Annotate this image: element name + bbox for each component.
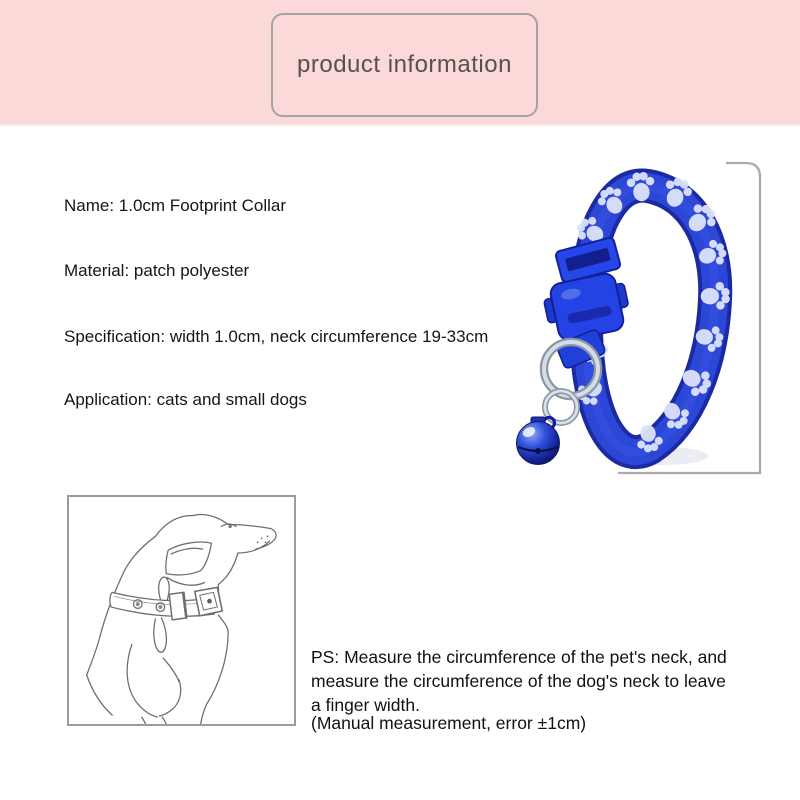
ps-note-line: measure the circumference of the dog's neck to leave <box>311 671 726 691</box>
ps-note-line: a finger width. <box>311 695 420 715</box>
bell <box>517 417 560 465</box>
page-title: product information <box>297 51 512 78</box>
spec-line-name: Name: 1.0cm Footprint Collar <box>64 196 287 215</box>
dog-head-outline <box>155 515 276 550</box>
hand-outline <box>127 644 157 717</box>
collar-product-photo <box>480 145 780 490</box>
dog-jaw-throat <box>218 553 238 597</box>
finger-above-collar <box>159 577 170 600</box>
page-title-box <box>271 13 538 117</box>
dog-diagram-box <box>67 495 296 726</box>
dog-measurement-diagram <box>69 497 294 724</box>
ps-note-line: PS: Measure the circumference of the pet's neck, and <box>311 647 727 667</box>
manual-measurement-note: (Manual measurement, error ±1cm) <box>311 713 587 733</box>
dog-cheek-line <box>167 578 204 586</box>
spec-line-specification: Specification: width 1.0cm, neck circumference 19-33cm <box>64 327 489 346</box>
dog-chest-line <box>201 615 229 724</box>
spec-line-application: Application: cats and small dogs <box>64 390 307 409</box>
header-band-fade <box>0 124 800 127</box>
dog-mouth-line <box>238 541 269 553</box>
spec-line-material: Material: patch polyester <box>64 261 250 280</box>
dog-ear <box>166 542 212 575</box>
finger-below-collar <box>154 618 167 652</box>
ps-note <box>311 645 761 717</box>
